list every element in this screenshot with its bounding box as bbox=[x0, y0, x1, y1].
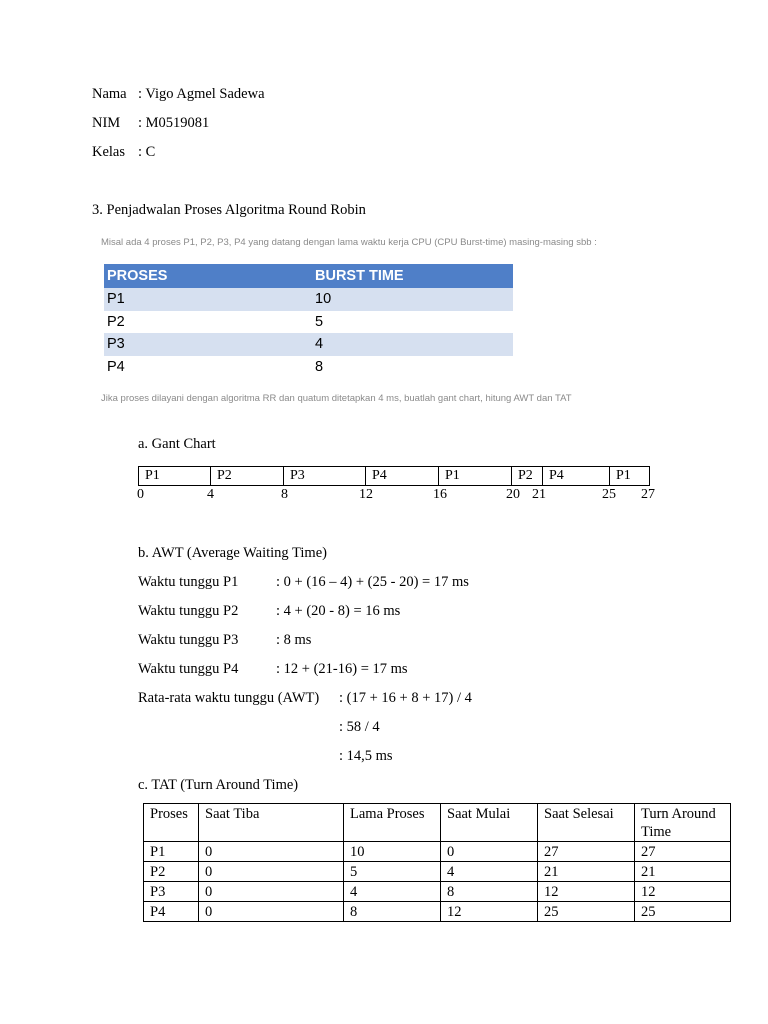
awt-line-label: Waktu tunggu P4 bbox=[138, 661, 239, 677]
table-row bbox=[144, 862, 731, 882]
awt-line-value: : 0 + (16 – 4) + (25 - 20) = 17 ms bbox=[276, 574, 469, 590]
burst-cell: P1 bbox=[104, 288, 312, 311]
kelas-value: : C bbox=[138, 144, 156, 160]
intro-note: Misal ada 4 proses P1, P2, P3, P4 yang datang dengan lama waktu kerja CPU (CPU Burst-time) masing-masing sbb : bbox=[101, 237, 597, 248]
tat-header-cell: Turn Around Time bbox=[635, 804, 731, 842]
tat-cell: 0 bbox=[199, 862, 344, 882]
awt-line-value: : 4 + (20 - 8) = 16 ms bbox=[276, 603, 401, 619]
nim-label: NIM bbox=[92, 115, 121, 131]
section-title: 3. Penjadwalan Proses Algoritma Round Robin bbox=[92, 202, 366, 218]
gantt-tick: 12 bbox=[359, 487, 373, 502]
burst-cell: P3 bbox=[104, 333, 312, 356]
burst-header-row bbox=[104, 264, 513, 288]
gantt-tick: 0 bbox=[137, 487, 144, 502]
tat-cell: 27 bbox=[538, 842, 635, 862]
tat-cell: 4 bbox=[344, 882, 441, 902]
awt-avg-line: : (17 + 16 + 8 + 17) / 4 bbox=[339, 690, 472, 706]
tat-header-cell: Proses bbox=[144, 804, 199, 842]
gantt-tick: 27 bbox=[641, 487, 655, 502]
gantt-segment: P2 bbox=[211, 467, 284, 485]
tat-cell: P3 bbox=[144, 882, 199, 902]
burst-cell: 4 bbox=[312, 333, 513, 356]
tat-header-cell: Saat Mulai bbox=[441, 804, 538, 842]
gantt-title: a. Gant Chart bbox=[138, 436, 216, 452]
awt-line-label: Waktu tunggu P3 bbox=[138, 632, 239, 648]
tat-header-cell: Lama Proses bbox=[344, 804, 441, 842]
awt-avg-line: : 14,5 ms bbox=[339, 748, 393, 764]
gantt-segment: P3 bbox=[284, 467, 366, 485]
tat-cell: 0 bbox=[199, 842, 344, 862]
tat-header-row bbox=[144, 804, 731, 842]
table-row bbox=[104, 356, 513, 379]
awt-line-value: : 12 + (21-16) = 17 ms bbox=[276, 661, 408, 677]
tat-cell: 10 bbox=[344, 842, 441, 862]
tat-header-cell: Saat Tiba bbox=[199, 804, 344, 842]
table-row bbox=[144, 842, 731, 862]
burst-header-burst: BURST TIME bbox=[312, 264, 513, 288]
task-note: Jika proses dilayani dengan algoritma RR dan quatum ditetapkan 4 ms, buatlah gant chart, hitung AWT dan TAT bbox=[101, 393, 572, 404]
tat-cell: 21 bbox=[635, 862, 731, 882]
tat-cell: 12 bbox=[635, 882, 731, 902]
awt-avg-line: : 58 / 4 bbox=[339, 719, 380, 735]
tat-cell: 25 bbox=[635, 902, 731, 922]
awt-title: b. AWT (Average Waiting Time) bbox=[138, 545, 327, 561]
burst-cell: 8 bbox=[312, 356, 513, 379]
gantt-tick: 20 bbox=[506, 487, 520, 502]
table-row bbox=[104, 333, 513, 356]
tat-header-cell: Saat Selesai bbox=[538, 804, 635, 842]
table-row bbox=[104, 311, 513, 334]
burst-cell: 5 bbox=[312, 311, 513, 334]
burst-cell: P4 bbox=[104, 356, 312, 379]
tat-cell: 8 bbox=[344, 902, 441, 922]
tat-cell: P1 bbox=[144, 842, 199, 862]
tat-cell: P2 bbox=[144, 862, 199, 882]
tat-cell: 12 bbox=[538, 882, 635, 902]
table-row bbox=[104, 288, 513, 311]
tat-cell: 12 bbox=[441, 902, 538, 922]
gantt-segment: P1 bbox=[439, 467, 512, 485]
gantt-tick: 25 bbox=[602, 487, 616, 502]
gantt-tick: 16 bbox=[433, 487, 447, 502]
gantt-segment: P4 bbox=[543, 467, 610, 485]
tat-cell: 5 bbox=[344, 862, 441, 882]
gantt-tick: 4 bbox=[207, 487, 214, 502]
tat-cell: 0 bbox=[441, 842, 538, 862]
burst-cell: 10 bbox=[312, 288, 513, 311]
tat-title: c. TAT (Turn Around Time) bbox=[138, 777, 299, 793]
tat-table bbox=[143, 803, 731, 922]
burst-time-table bbox=[104, 264, 513, 378]
gantt-tick: 21 bbox=[532, 487, 546, 502]
tat-cell: 25 bbox=[538, 902, 635, 922]
gantt-segment: P1 bbox=[139, 467, 211, 485]
nama-value: : Vigo Agmel Sadewa bbox=[138, 86, 265, 102]
gantt-tick: 8 bbox=[281, 487, 288, 502]
awt-line-label: Waktu tunggu P2 bbox=[138, 603, 239, 619]
tat-cell: 21 bbox=[538, 862, 635, 882]
tat-cell: 27 bbox=[635, 842, 731, 862]
awt-line-value: : 8 ms bbox=[276, 632, 312, 648]
tat-cell: 8 bbox=[441, 882, 538, 902]
gantt-segment: P2 bbox=[512, 467, 543, 485]
nama-label: Nama bbox=[92, 86, 127, 102]
table-row bbox=[144, 902, 731, 922]
awt-avg-label: Rata-rata waktu tunggu (AWT) bbox=[138, 690, 320, 706]
nim-value: : M0519081 bbox=[138, 115, 210, 131]
gantt-segment: P1 bbox=[616, 468, 631, 483]
gantt-chart bbox=[138, 466, 650, 486]
kelas-label: Kelas bbox=[92, 144, 126, 160]
tat-cell: P4 bbox=[144, 902, 199, 922]
tat-cell: 0 bbox=[199, 882, 344, 902]
tat-cell: 0 bbox=[199, 902, 344, 922]
tat-cell: 4 bbox=[441, 862, 538, 882]
burst-cell: P2 bbox=[104, 311, 312, 334]
awt-line-label: Waktu tunggu P1 bbox=[138, 574, 239, 590]
burst-header-proses: PROSES bbox=[104, 264, 312, 288]
gantt-segment: P4 bbox=[366, 467, 439, 485]
table-row bbox=[144, 882, 731, 902]
